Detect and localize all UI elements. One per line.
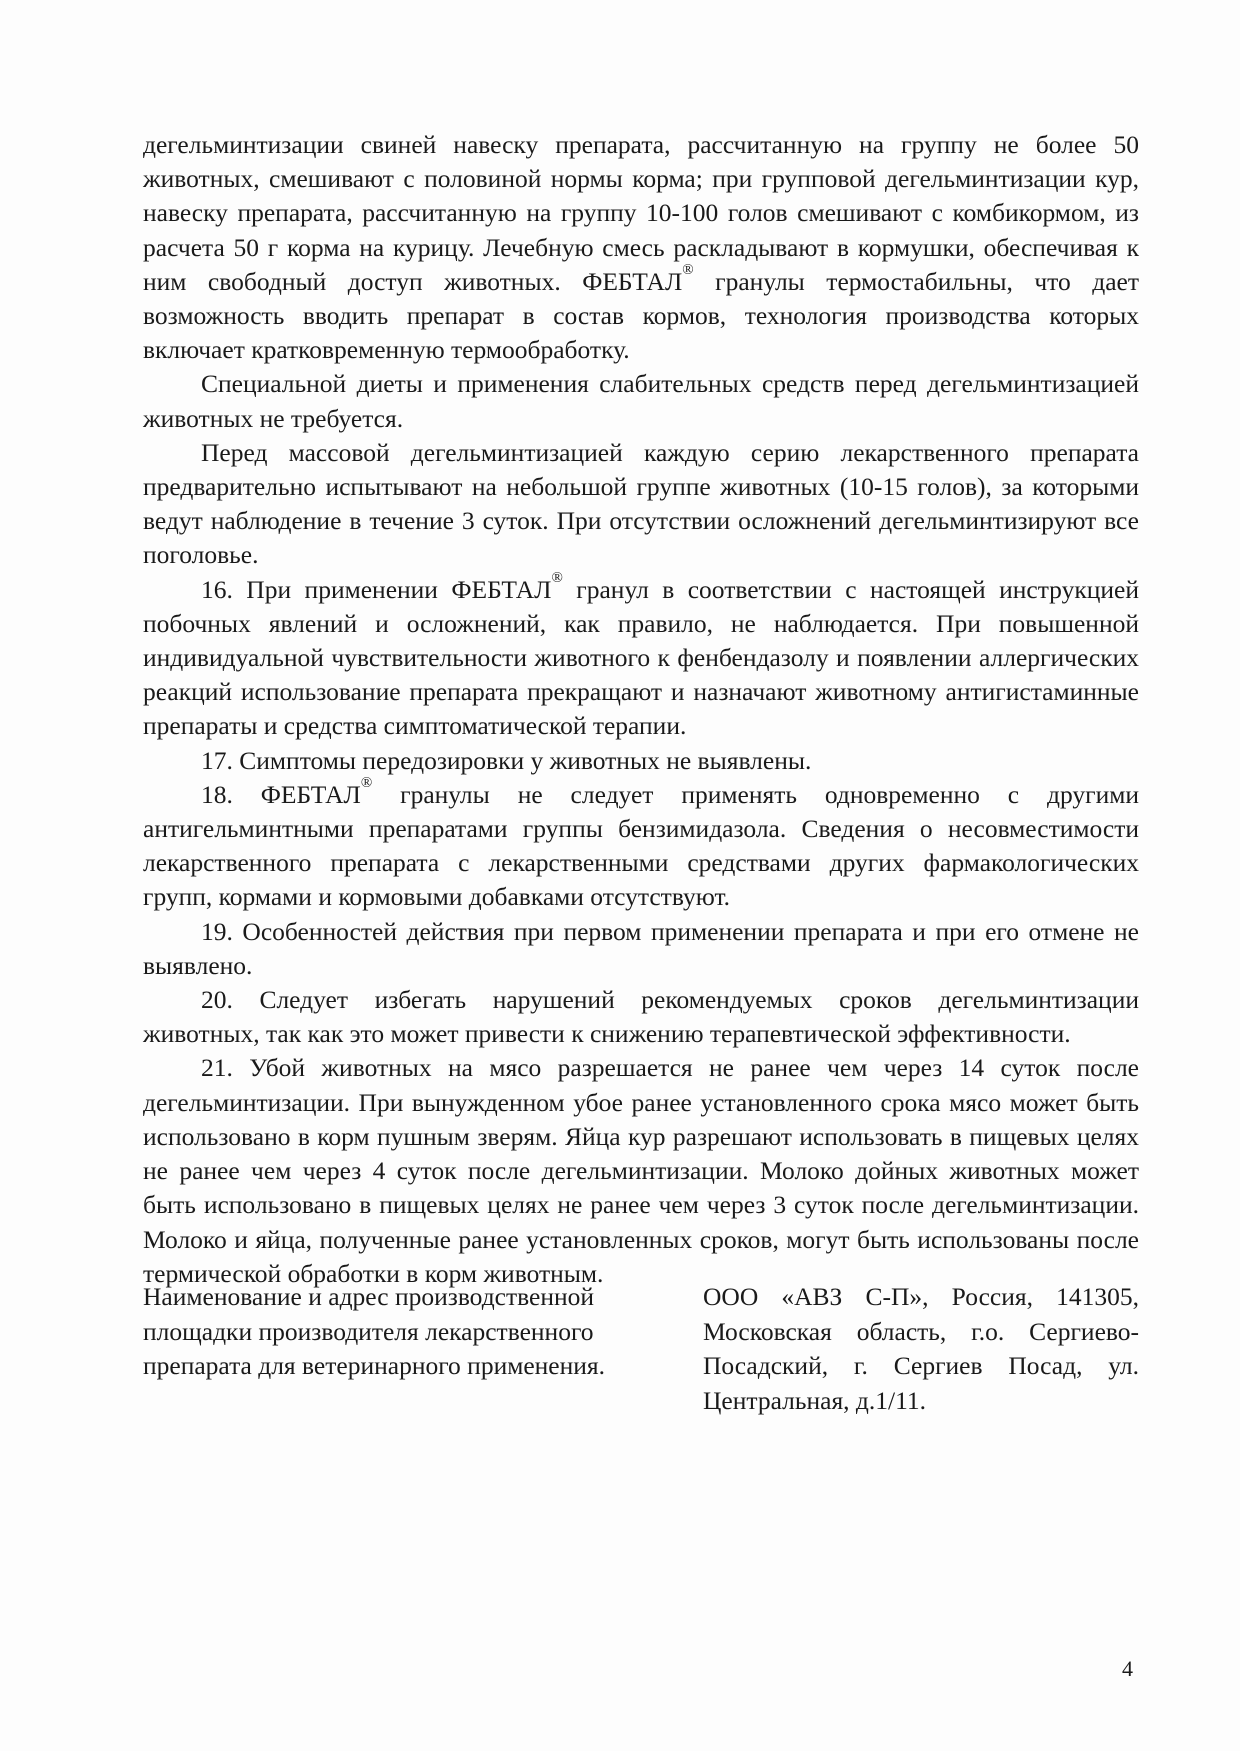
paragraph-text: 18. ФЕБТАЛ <box>201 779 361 809</box>
paragraph-text: дегельминтизации свиней навеску препарата, рассчитанную на группу не более 50 животных, смешивают с половиной нормы корма; при групповой дегельминтизации кур, навеску препарата, рассчитанную на группу 10-100 голов смешивают с комбикормом, из расчета 50 г корма на курицу. Лечебную смесь раскладывают в кормушки, обеспечивая к ним свободный доступ животных. ФЕБТАЛ <box>143 130 1139 296</box>
registered-trademark-mark: ® <box>360 774 373 791</box>
registered-trademark-mark: ® <box>682 261 694 278</box>
paragraph-item-18 <box>143 774 1140 915</box>
paragraph-text: гранул в соответствии с настоящей инструкцией побочных явлений и осложнений, как правило, не наблюдается. При повышенной индивидуальной чувствительности животного к фенбендазолу и появлении аллергических реакций использование препарата прекращают и назначают животному антигистаминные препараты и средства симптоматической терапии. <box>143 574 1139 741</box>
paragraph-text: гранулы термостабильны, что дает возможность вводить препарат в состав кормов, технология производства которых включает кратковременную термообработку. <box>143 266 1139 365</box>
paragraph-item-16 <box>143 569 1139 744</box>
document-body <box>143 128 1139 1291</box>
registered-trademark-mark: ® <box>551 569 563 586</box>
paragraph-item-17: 17. Симптомы передозировки у животных не выявлены. <box>201 745 812 775</box>
paragraph-item-20: 20. Следует избегать нарушений рекомендуемых сроков дегельминтизации животных, так как это может привести к снижению терапевтической эффективности. <box>143 985 1139 1049</box>
page-number: 4 <box>1122 1656 1133 1681</box>
manufacturer-address: ООО «АВЗ С-П», Россия, 141305, Московская область, г.о. Сергиево-Посадский, г. Сергиев Посад, ул. Центральная, д.1/11. <box>703 1282 1139 1415</box>
paragraph-item-19: 19. Особенностей действия при первом применении препарата и при его отмене не выявлено. <box>143 916 1139 980</box>
paragraph-diet: Специальной диеты и применения слабительных средств перед дегельминтизацией животных не требуется. <box>143 369 1139 433</box>
paragraph-mass-deworming: Перед массовой дегельминтизацией каждую серию лекарственного препарата предварительно испытывают на небольшой группе животных (10-15 голов), за которыми ведут наблюдение в течение 3 суток. При отсутствии осложнений дегельминтизируют все поголовье. <box>143 437 1139 570</box>
paragraph-text: 16. При применении ФЕБТАЛ <box>201 574 552 604</box>
manufacturer-label: Наименование и адрес производственной площадки производителя лекарственного препарата для ветеринарного применения. <box>143 1282 606 1380</box>
paragraph-text: гранулы не следует применять одновременно с другими антигельминтными препаратами группы бензимидазола. Сведения о несовместимости лекарственного препарата с лекарственными средствами других фармакологических групп, кормами и кормовыми добавками отсутствуют. <box>143 779 1140 912</box>
paragraph-continuation <box>143 128 1139 367</box>
paragraph-item-21: 21. Убой животных на мясо разрешается не ранее чем через 14 суток после дегельминтизации. При вынужденном убое ранее установленного срока мясо может быть использовано в корм пушным зверям. Яйца кур разрешают использовать в пищевых целях не ранее чем через 4 суток после дегельминтизации. Молоко дойных животных может быть использовано в пищевых целях не ранее чем через 3 суток после дегельминтизации. Молоко и яйца, полученные ранее установленных сроков, могут быть использованы после термической обработки в корм животным. <box>143 1053 1139 1288</box>
